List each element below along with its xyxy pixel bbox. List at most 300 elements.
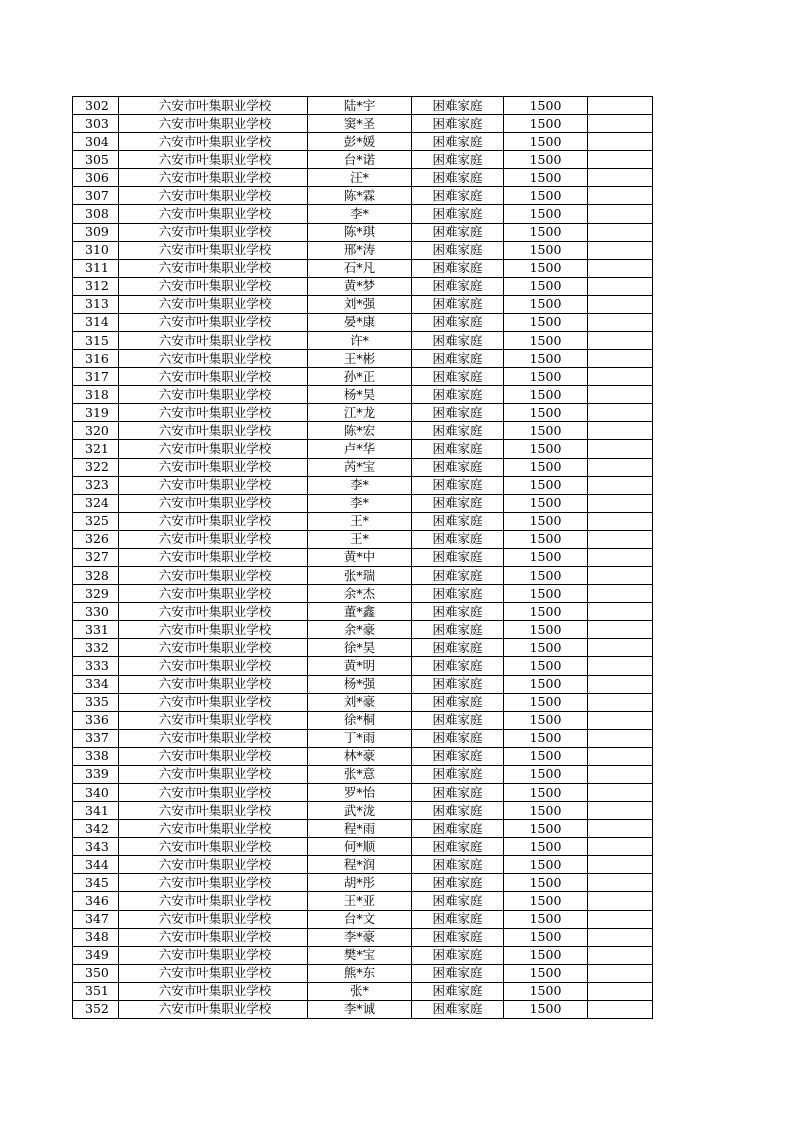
school-name-cell: 六安市叶集职业学校 [119,567,308,585]
student-name-cell: 胡*彤 [308,874,412,892]
table-row [73,567,653,585]
remarks-cell [588,295,653,313]
student-name-cell: 江*龙 [308,404,412,422]
school-name-cell: 六安市叶集职业学校 [119,1000,308,1018]
table-row [73,350,653,368]
serial-number-cell: 343 [73,838,119,856]
school-name-cell: 六安市叶集职业学校 [119,675,308,693]
student-name-cell: 张* [308,982,412,1000]
aid-category-cell: 困难家庭 [412,548,504,566]
serial-number-cell: 345 [73,874,119,892]
table-row [73,422,653,440]
remarks-cell [588,223,653,241]
aid-category-cell: 困难家庭 [412,368,504,386]
serial-number-cell: 304 [73,133,119,151]
school-name-cell: 六安市叶集职业学校 [119,115,308,133]
aid-amount-cell: 1500 [504,115,588,133]
serial-number-cell: 333 [73,657,119,675]
school-name-cell: 六安市叶集职业学校 [119,422,308,440]
aid-category-cell: 困难家庭 [412,928,504,946]
aid-amount-cell: 1500 [504,657,588,675]
serial-number-cell: 321 [73,440,119,458]
remarks-cell [588,820,653,838]
student-name-cell: 卢*华 [308,440,412,458]
student-name-cell: 芮*宝 [308,458,412,476]
aid-amount-cell: 1500 [504,783,588,801]
serial-number-cell: 319 [73,404,119,422]
table-row [73,368,653,386]
student-name-cell: 丁*雨 [308,729,412,747]
school-name-cell: 六安市叶集职业学校 [119,277,308,295]
aid-amount-cell: 1500 [504,368,588,386]
remarks-cell [588,747,653,765]
remarks-cell [588,241,653,259]
school-name-cell: 六安市叶集职业学校 [119,241,308,259]
table-row [73,259,653,277]
student-name-cell: 彭*媛 [308,133,412,151]
school-name-cell: 六安市叶集职业学校 [119,295,308,313]
remarks-cell [588,530,653,548]
table-row [73,585,653,603]
school-name-cell: 六安市叶集职业学校 [119,223,308,241]
aid-category-cell: 困难家庭 [412,910,504,928]
serial-number-cell: 347 [73,910,119,928]
aid-amount-cell: 1500 [504,350,588,368]
school-name-cell: 六安市叶集职业学校 [119,693,308,711]
school-name-cell: 六安市叶集职业学校 [119,530,308,548]
aid-category-cell: 困难家庭 [412,350,504,368]
student-name-cell: 李* [308,494,412,512]
aid-amount-cell: 1500 [504,530,588,548]
student-name-cell: 孙*正 [308,368,412,386]
table-row [73,964,653,982]
serial-number-cell: 309 [73,223,119,241]
aid-amount-cell: 1500 [504,675,588,693]
aid-category-cell: 困难家庭 [412,458,504,476]
aid-category-cell: 困难家庭 [412,639,504,657]
remarks-cell [588,783,653,801]
serial-number-cell: 352 [73,1000,119,1018]
aid-category-cell: 困难家庭 [412,223,504,241]
student-name-cell: 王* [308,530,412,548]
student-name-cell: 程*润 [308,856,412,874]
student-name-cell: 晏*康 [308,313,412,331]
school-name-cell: 六安市叶集职业学校 [119,711,308,729]
aid-category-cell: 困难家庭 [412,711,504,729]
student-name-cell: 徐*昊 [308,639,412,657]
remarks-cell [588,187,653,205]
serial-number-cell: 316 [73,350,119,368]
school-name-cell: 六安市叶集职业学校 [119,187,308,205]
school-name-cell: 六安市叶集职业学校 [119,97,308,115]
student-name-cell: 董*鑫 [308,603,412,621]
aid-amount-cell: 1500 [504,820,588,838]
serial-number-cell: 351 [73,982,119,1000]
remarks-cell [588,476,653,494]
aid-amount-cell: 1500 [504,187,588,205]
aid-category-cell: 困难家庭 [412,747,504,765]
table-row [73,639,653,657]
school-name-cell: 六安市叶集职业学校 [119,946,308,964]
table-row [73,693,653,711]
remarks-cell [588,982,653,1000]
remarks-cell [588,313,653,331]
remarks-cell [588,657,653,675]
serial-number-cell: 313 [73,295,119,313]
aid-category-cell: 困难家庭 [412,964,504,982]
student-name-cell: 王* [308,512,412,530]
table-row [73,512,653,530]
table-row [73,97,653,115]
remarks-cell [588,910,653,928]
school-name-cell: 六安市叶集职业学校 [119,386,308,404]
school-name-cell: 六安市叶集职业学校 [119,585,308,603]
table-row [73,277,653,295]
student-name-cell: 樊*宝 [308,946,412,964]
aid-amount-cell: 1500 [504,332,588,350]
aid-category-cell: 困难家庭 [412,802,504,820]
student-name-cell: 台*诺 [308,151,412,169]
remarks-cell [588,169,653,187]
remarks-cell [588,964,653,982]
serial-number-cell: 335 [73,693,119,711]
table-row [73,765,653,783]
school-name-cell: 六安市叶集职业学校 [119,928,308,946]
remarks-cell [588,133,653,151]
student-name-cell: 杨*强 [308,675,412,693]
school-name-cell: 六安市叶集职业学校 [119,820,308,838]
school-name-cell: 六安市叶集职业学校 [119,639,308,657]
school-name-cell: 六安市叶集职业学校 [119,838,308,856]
table-row [73,404,653,422]
student-name-cell: 徐*桐 [308,711,412,729]
serial-number-cell: 324 [73,494,119,512]
aid-category-cell: 困难家庭 [412,946,504,964]
aid-category-cell: 困难家庭 [412,729,504,747]
aid-category-cell: 困难家庭 [412,187,504,205]
serial-number-cell: 342 [73,820,119,838]
table-row [73,910,653,928]
student-name-cell: 黄*中 [308,548,412,566]
aid-amount-cell: 1500 [504,874,588,892]
table-row [73,892,653,910]
serial-number-cell: 337 [73,729,119,747]
aid-category-cell: 困难家庭 [412,422,504,440]
aid-amount-cell: 1500 [504,386,588,404]
school-name-cell: 六安市叶集职业学校 [119,982,308,1000]
school-name-cell: 六安市叶集职业学校 [119,657,308,675]
student-name-cell: 石*凡 [308,259,412,277]
aid-amount-cell: 1500 [504,295,588,313]
table-row [73,151,653,169]
remarks-cell [588,151,653,169]
aid-amount-cell: 1500 [504,313,588,331]
aid-amount-cell: 1500 [504,458,588,476]
serial-number-cell: 307 [73,187,119,205]
aid-amount-cell: 1500 [504,259,588,277]
aid-category-cell: 困难家庭 [412,205,504,223]
remarks-cell [588,422,653,440]
table-row [73,205,653,223]
serial-number-cell: 334 [73,675,119,693]
school-name-cell: 六安市叶集职业学校 [119,621,308,639]
aid-amount-cell: 1500 [504,404,588,422]
aid-category-cell: 困难家庭 [412,386,504,404]
remarks-cell [588,711,653,729]
table-row [73,657,653,675]
table-row [73,458,653,476]
aid-amount-cell: 1500 [504,494,588,512]
serial-number-cell: 329 [73,585,119,603]
table-row [73,133,653,151]
serial-number-cell: 338 [73,747,119,765]
table-row [73,494,653,512]
remarks-cell [588,802,653,820]
remarks-cell [588,332,653,350]
aid-amount-cell: 1500 [504,97,588,115]
table-row [73,241,653,259]
serial-number-cell: 339 [73,765,119,783]
aid-category-cell: 困难家庭 [412,440,504,458]
school-name-cell: 六安市叶集职业学校 [119,350,308,368]
aid-amount-cell: 1500 [504,946,588,964]
aid-amount-cell: 1500 [504,711,588,729]
aid-amount-cell: 1500 [504,440,588,458]
remarks-cell [588,386,653,404]
student-name-cell: 陈*琪 [308,223,412,241]
student-name-cell: 李*豪 [308,928,412,946]
aid-category-cell: 困难家庭 [412,241,504,259]
serial-number-cell: 317 [73,368,119,386]
student-name-cell: 武*泷 [308,802,412,820]
table-row [73,747,653,765]
student-name-cell: 李* [308,205,412,223]
aid-category-cell: 困难家庭 [412,476,504,494]
school-name-cell: 六安市叶集职业学校 [119,494,308,512]
table-row [73,820,653,838]
table-row [73,476,653,494]
table-row [73,946,653,964]
aid-amount-cell: 1500 [504,205,588,223]
aid-category-cell: 困难家庭 [412,820,504,838]
remarks-cell [588,585,653,603]
serial-number-cell: 332 [73,639,119,657]
school-name-cell: 六安市叶集职业学校 [119,548,308,566]
remarks-cell [588,729,653,747]
remarks-cell [588,97,653,115]
remarks-cell [588,567,653,585]
student-name-cell: 刘*强 [308,295,412,313]
student-name-cell: 王*亚 [308,892,412,910]
aid-category-cell: 困难家庭 [412,115,504,133]
aid-category-cell: 困难家庭 [412,585,504,603]
student-name-cell: 汪* [308,169,412,187]
remarks-cell [588,512,653,530]
aid-amount-cell: 1500 [504,567,588,585]
table-row [73,187,653,205]
aid-category-cell: 困难家庭 [412,675,504,693]
serial-number-cell: 323 [73,476,119,494]
student-name-cell: 林*豪 [308,747,412,765]
table-row [73,332,653,350]
remarks-cell [588,946,653,964]
serial-number-cell: 315 [73,332,119,350]
aid-amount-cell: 1500 [504,802,588,820]
school-name-cell: 六安市叶集职业学校 [119,458,308,476]
aid-category-cell: 困难家庭 [412,693,504,711]
table-row [73,729,653,747]
aid-category-cell: 困难家庭 [412,530,504,548]
remarks-cell [588,1000,653,1018]
table-row [73,530,653,548]
serial-number-cell: 310 [73,241,119,259]
aid-category-cell: 困难家庭 [412,856,504,874]
school-name-cell: 六安市叶集职业学校 [119,765,308,783]
student-name-cell: 王*彬 [308,350,412,368]
student-name-cell: 刘*豪 [308,693,412,711]
remarks-cell [588,277,653,295]
table-row [73,603,653,621]
aid-amount-cell: 1500 [504,693,588,711]
aid-amount-cell: 1500 [504,856,588,874]
remarks-cell [588,874,653,892]
remarks-cell [588,639,653,657]
aid-amount-cell: 1500 [504,422,588,440]
school-name-cell: 六安市叶集职业学校 [119,603,308,621]
school-name-cell: 六安市叶集职业学校 [119,802,308,820]
table-row [73,621,653,639]
aid-category-cell: 困难家庭 [412,657,504,675]
aid-category-cell: 困难家庭 [412,982,504,1000]
serial-number-cell: 322 [73,458,119,476]
serial-number-cell: 314 [73,313,119,331]
table-row [73,169,653,187]
school-name-cell: 六安市叶集职业学校 [119,476,308,494]
remarks-cell [588,675,653,693]
school-name-cell: 六安市叶集职业学校 [119,892,308,910]
table-row [73,874,653,892]
aid-category-cell: 困难家庭 [412,295,504,313]
serial-number-cell: 312 [73,277,119,295]
remarks-cell [588,621,653,639]
student-name-cell: 熊*东 [308,964,412,982]
aid-amount-cell: 1500 [504,1000,588,1018]
aid-category-cell: 困难家庭 [412,567,504,585]
aid-category-cell: 困难家庭 [412,621,504,639]
aid-category-cell: 困难家庭 [412,97,504,115]
student-name-cell: 张*瑞 [308,567,412,585]
aid-category-cell: 困难家庭 [412,603,504,621]
serial-number-cell: 303 [73,115,119,133]
aid-amount-cell: 1500 [504,151,588,169]
remarks-cell [588,856,653,874]
aid-amount-cell: 1500 [504,223,588,241]
aid-amount-cell: 1500 [504,838,588,856]
aid-amount-cell: 1500 [504,910,588,928]
student-name-cell: 杨*昊 [308,386,412,404]
student-name-cell: 窦*圣 [308,115,412,133]
remarks-cell [588,838,653,856]
table-row [73,928,653,946]
serial-number-cell: 344 [73,856,119,874]
remarks-cell [588,115,653,133]
school-name-cell: 六安市叶集职业学校 [119,259,308,277]
aid-amount-cell: 1500 [504,241,588,259]
remarks-cell [588,494,653,512]
aid-amount-cell: 1500 [504,603,588,621]
aid-amount-cell: 1500 [504,765,588,783]
school-name-cell: 六安市叶集职业学校 [119,964,308,982]
serial-number-cell: 306 [73,169,119,187]
student-name-cell: 张*意 [308,765,412,783]
serial-number-cell: 341 [73,802,119,820]
table-row [73,440,653,458]
aid-amount-cell: 1500 [504,512,588,530]
table-row [73,313,653,331]
serial-number-cell: 348 [73,928,119,946]
remarks-cell [588,693,653,711]
school-name-cell: 六安市叶集职业学校 [119,133,308,151]
school-name-cell: 六安市叶集职业学校 [119,368,308,386]
student-name-cell: 陈*宏 [308,422,412,440]
aid-category-cell: 困难家庭 [412,169,504,187]
table-row [73,115,653,133]
remarks-cell [588,548,653,566]
table-row [73,802,653,820]
school-name-cell: 六安市叶集职业学校 [119,729,308,747]
aid-amount-cell: 1500 [504,982,588,1000]
aid-amount-cell: 1500 [504,747,588,765]
school-name-cell: 六安市叶集职业学校 [119,205,308,223]
serial-number-cell: 302 [73,97,119,115]
school-name-cell: 六安市叶集职业学校 [119,856,308,874]
school-name-cell: 六安市叶集职业学校 [119,169,308,187]
remarks-cell [588,350,653,368]
remarks-cell [588,404,653,422]
serial-number-cell: 328 [73,567,119,585]
serial-number-cell: 308 [73,205,119,223]
table-row [73,856,653,874]
student-name-cell: 黄*明 [308,657,412,675]
aid-category-cell: 困难家庭 [412,259,504,277]
remarks-cell [588,259,653,277]
school-name-cell: 六安市叶集职业学校 [119,404,308,422]
aid-amount-cell: 1500 [504,729,588,747]
serial-number-cell: 325 [73,512,119,530]
serial-number-cell: 331 [73,621,119,639]
school-name-cell: 六安市叶集职业学校 [119,151,308,169]
remarks-cell [588,440,653,458]
aid-amount-cell: 1500 [504,585,588,603]
serial-number-cell: 336 [73,711,119,729]
aid-category-cell: 困难家庭 [412,332,504,350]
aid-amount-cell: 1500 [504,133,588,151]
serial-number-cell: 350 [73,964,119,982]
serial-number-cell: 311 [73,259,119,277]
table-row [73,386,653,404]
school-name-cell: 六安市叶集职业学校 [119,313,308,331]
serial-number-cell: 327 [73,548,119,566]
aid-amount-cell: 1500 [504,548,588,566]
student-name-cell: 邢*涛 [308,241,412,259]
aid-category-cell: 困难家庭 [412,404,504,422]
table-row [73,838,653,856]
remarks-cell [588,928,653,946]
aid-category-cell: 困难家庭 [412,313,504,331]
aid-amount-cell: 1500 [504,928,588,946]
aid-category-cell: 困难家庭 [412,892,504,910]
serial-number-cell: 349 [73,946,119,964]
